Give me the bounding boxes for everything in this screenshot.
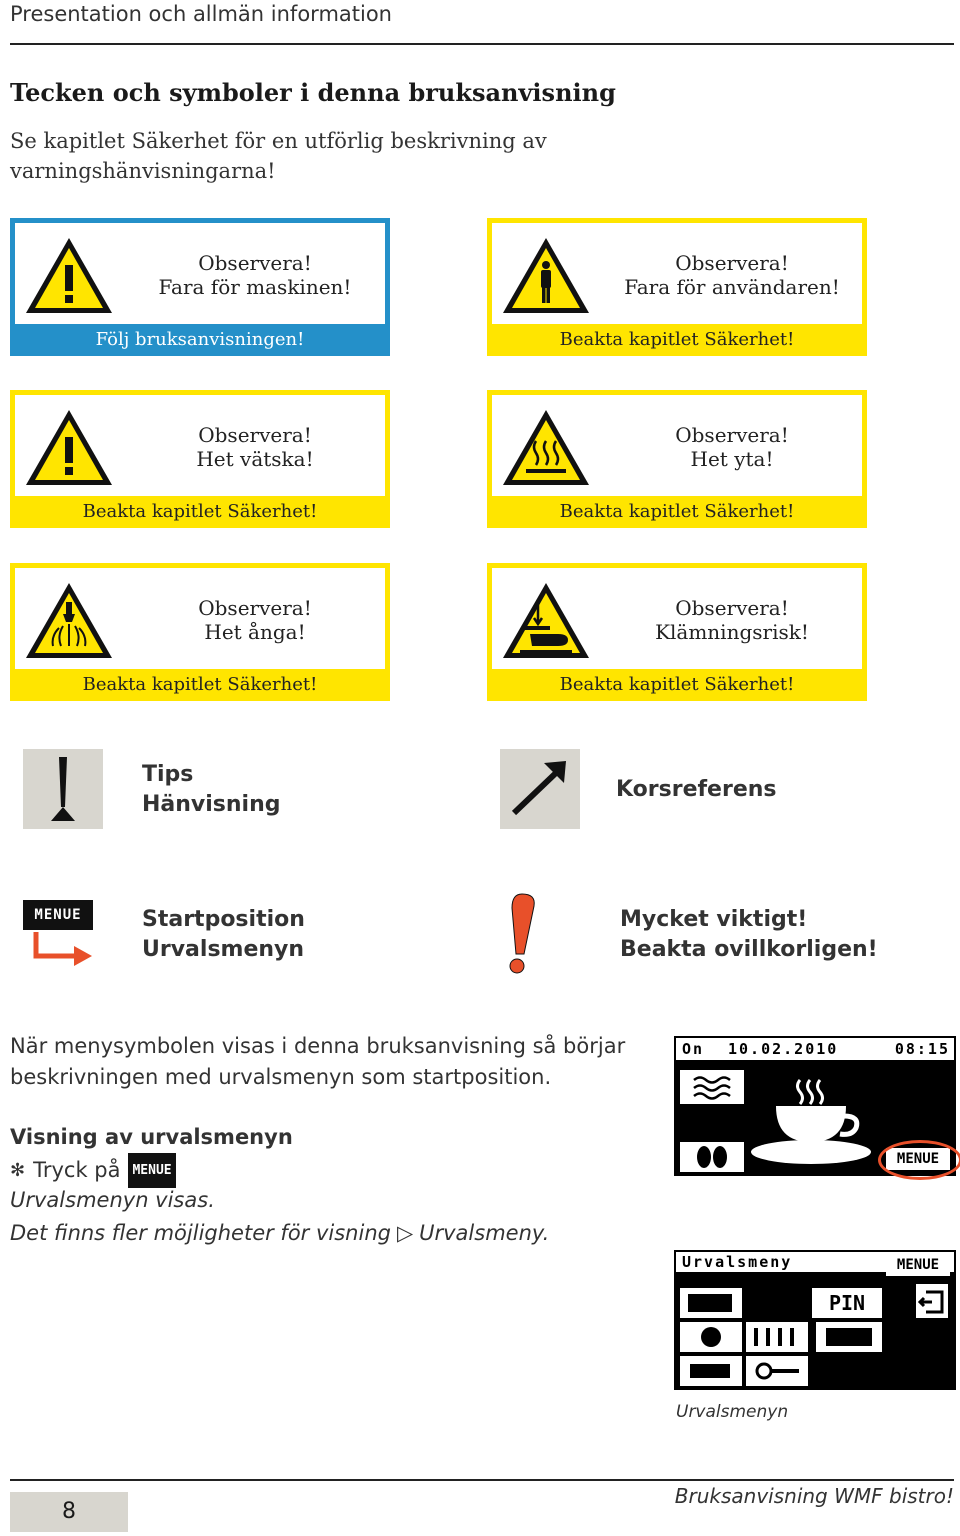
display-selection-menu	[674, 1250, 956, 1390]
warning-footer: Beakta kapitlet Säkerhet!	[487, 669, 867, 701]
pin-button[interactable]: PIN	[828, 1291, 866, 1315]
bean-button	[680, 1142, 744, 1172]
tips-label: Tips Hänvisning	[142, 762, 281, 817]
menu-key-icon: MENUE	[23, 900, 93, 930]
start-position-label: Startposition Urvalsmenyn	[142, 907, 305, 962]
tips-icon	[23, 749, 103, 829]
display-title-bar: Urvalsmeny	[676, 1252, 954, 1272]
reference-triangle-icon: ▷	[396, 1221, 414, 1245]
warning-text: Observera! Het yta!	[675, 423, 789, 471]
warning-panel-user	[487, 218, 867, 356]
cross-reference-label: Korsreferens	[616, 777, 777, 802]
menu-description: När menysymbolen visas i denna bruksanvisning så börjar beskrivningen med urvalsmenyn som startposition.	[10, 1034, 626, 1089]
start-position-arrow-icon	[30, 932, 94, 970]
intro-line-1: Se kapitlet Säkerhet för en utförlig beskrivning av	[10, 129, 547, 153]
result-text: Urvalsmenyn visas.	[10, 1188, 215, 1212]
warning-text: Observera! Fara för maskinen!	[158, 251, 352, 299]
menu-highlight-circle	[878, 1140, 960, 1180]
warning-footer: Följ bruksanvisningen!	[10, 324, 390, 356]
warning-panel-hot-surface	[487, 390, 867, 528]
important-label: Mycket viktigt! Beakta ovillkorligen!	[620, 907, 878, 962]
warning-panel-hot-liquid	[10, 390, 390, 528]
section-title: Presentation och allmän information	[10, 2, 392, 26]
more-options-text: Det finns fler möjligheter för visning ▷ Urvalsmeny.	[10, 1218, 549, 1249]
warning-footer: Beakta kapitlet Säkerhet!	[487, 496, 867, 528]
menu-reference-link[interactable]: Urvalsmeny.	[419, 1221, 550, 1245]
step-bullet-icon: ✻	[10, 1160, 26, 1181]
display-status-bar: On 10.02.2010 08:15	[676, 1038, 954, 1060]
important-exclamation-icon	[500, 892, 540, 976]
warning-text: Observera! Het ånga!	[198, 596, 312, 644]
page-heading: Tecken och symboler i denna bruksanvisning	[10, 78, 616, 107]
exclamation-warning-icon	[23, 407, 115, 489]
document-title: Bruksanvisning WMF bistro!	[674, 1484, 954, 1508]
crush-hazard-warning-icon	[500, 580, 592, 662]
warning-footer: Beakta kapitlet Säkerhet!	[487, 324, 867, 356]
exclamation-warning-icon	[23, 235, 115, 317]
display-menu-button[interactable]: MENUE	[886, 1148, 950, 1170]
hot-surface-warning-icon	[500, 407, 592, 489]
menu-key-inline: MENUE	[128, 1153, 175, 1188]
warning-panel-hot-steam	[10, 563, 390, 701]
header-rule	[10, 43, 954, 45]
warning-text: Observera! Het vätska!	[196, 423, 314, 471]
display-start-screen	[674, 1036, 956, 1176]
warning-footer: Beakta kapitlet Säkerhet!	[10, 669, 390, 701]
warning-panel-machine	[10, 218, 390, 356]
display-menu-button[interactable]: MENUE	[886, 1254, 950, 1276]
intro-line-2: varningshänvisningarna!	[10, 159, 276, 183]
page-number: 8	[10, 1492, 128, 1532]
cross-reference-icon	[500, 749, 580, 829]
hot-steam-warning-icon	[23, 580, 115, 662]
step-instruction: ✻ Tryck på MENUE	[10, 1153, 176, 1188]
person-warning-icon	[500, 235, 592, 317]
warning-panel-crush	[487, 563, 867, 701]
warning-text: Observera! Klämningsrisk!	[655, 596, 809, 644]
footer-rule	[10, 1479, 954, 1481]
warning-text: Observera! Fara för användaren!	[624, 251, 840, 299]
menu-subheading: Visning av urvalsmenyn	[10, 1125, 293, 1149]
display-caption: Urvalsmenyn	[676, 1402, 789, 1422]
warning-footer: Beakta kapitlet Säkerhet!	[10, 496, 390, 528]
intro-text	[10, 126, 610, 186]
